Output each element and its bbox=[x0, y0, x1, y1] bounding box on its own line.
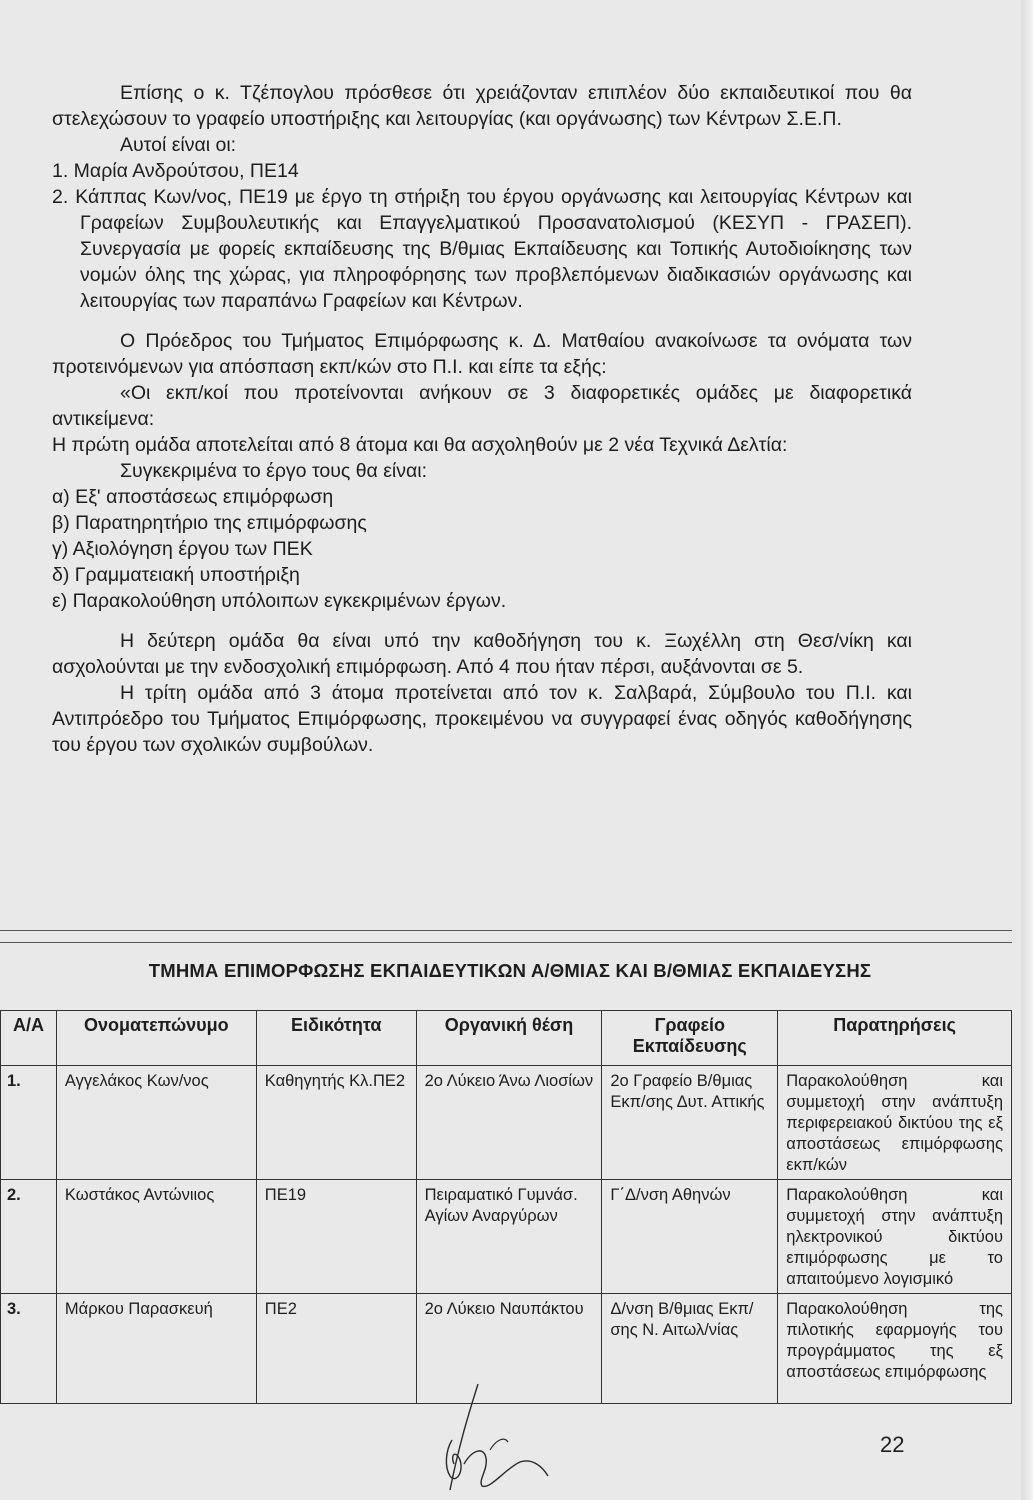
table-row bbox=[1, 1180, 1012, 1294]
cell-office: 2ο Γραφείο Β/θμιας Εκπ/σης Δυτ. Αττικής bbox=[602, 1066, 778, 1180]
cell-office: Δ/νση Β/θμιας Εκπ/σης Ν. Αιτωλ/νίας bbox=[602, 1294, 778, 1404]
cell-specialty: Καθηγητής Κλ.ΠΕ2 bbox=[256, 1066, 416, 1180]
list-item-staff-1: 1. Μαρία Ανδρούτσου, ΠΕ14 bbox=[52, 160, 299, 182]
paragraph-first-group: Η πρώτη ομάδα αποτελείται από 8 άτομα και θα ασχοληθούν με 2 νέα Τεχνικά Δελτία: bbox=[52, 434, 788, 456]
work-item-e: ε) Παρακολούθηση υπόλοιπων εγκεκριμένων έργων. bbox=[52, 590, 507, 612]
handwritten-signature bbox=[420, 1380, 570, 1498]
page-edge bbox=[1021, 0, 1033, 1500]
cell-notes: Παρακολούθηση και συμμετοχή στην ανάπτυξη ηλεκτρονικού δικτύου επιμόρφωσης με το απαιτούμενο λογισμικό bbox=[778, 1180, 1012, 1294]
cell-notes: Παρακολούθηση της πιλοτικής εφαρμογής του προγράμματος της εξ αποστάσεως επιμόρφωσης bbox=[778, 1294, 1012, 1404]
work-item-d: δ) Γραμματειακή υποστήριξη bbox=[52, 564, 300, 586]
horizontal-rule-lower bbox=[0, 942, 1012, 943]
cell-position: 2ο Λύκειο Ναυπάκτου bbox=[416, 1294, 602, 1404]
table-header-row bbox=[1, 1011, 1012, 1066]
header-aa: Α/Α bbox=[1, 1011, 57, 1066]
cell-aa: 1. bbox=[1, 1066, 57, 1180]
work-item-a: α) Εξ' αποστάσεως επιμόρφωση bbox=[52, 486, 334, 508]
paragraph-additional-staff: Επίσης ο κ. Τζέπογλου πρόσθεσε ότι χρειάζονταν επιπλέον δύο εκπαιδευτικοί που θα στελεχώσουν το γραφείο υποστήριξης και λειτουργίας (και οργάνωσης) των Κέντρων Σ.Ε.Π. bbox=[52, 82, 912, 130]
work-item-c: γ) Αξιολόγηση έργου των ΠΕΚ bbox=[52, 538, 313, 560]
horizontal-rule-upper bbox=[0, 930, 1012, 931]
list-item-staff-2: 2. Κάππας Κων/νος, ΠΕ19 με έργο τη στήριξη του έργου οργάνωσης και λειτουργίας Κέντρων και Γραφείων Συμβουλευτικής και Επαγγελματικού Προσανατολισμού (ΚΕΣΥΠ - ΓΡΑΣΕΠ). Συνεργασία με φορείς εκπαίδευσης της Β/θμιας Εκπαίδευσης και Τοπικής Αυτοδιοίκησης των νομών όλης της χώρας, για πληροφόρησης των προβλεπόμενων διαδικασιών οργάνωσης και λειτουργίας των παραπάνω Γραφείων και Κέντρων. bbox=[52, 186, 912, 312]
page-number: 22 bbox=[880, 1432, 905, 1457]
header-position: Οργανική θέση bbox=[416, 1011, 602, 1066]
cell-aa: 3. bbox=[1, 1294, 57, 1404]
document-body bbox=[52, 80, 912, 758]
paragraph-work-intro: Συγκεκριμένα το έργο τους θα είναι: bbox=[120, 460, 428, 482]
paragraph-third-group: Η τρίτη ομάδα από 3 άτομα προτείνεται από τον κ. Σαλβαρά, Σύμβουλο του Π.Ι. και Αντιπρόεδρο του Τμήματος Επιμόρφωσης, προκειμένου να συγγραφεί ένας οδηγός καθοδήγησης του έργου των σχολικών συμβούλων. bbox=[52, 682, 912, 756]
staff-table bbox=[0, 1010, 1012, 1404]
paragraph-groups: «Οι εκπ/κοί που προτείνονται ανήκουν σε 3 διαφορετικές ομάδες με διαφορετικά αντικείμενα: bbox=[52, 382, 912, 430]
paragraph-they-are: Αυτοί είναι οι: bbox=[120, 134, 237, 156]
paragraph-president-announcement: Ο Πρόεδρος του Τμήματος Επιμόρφωσης κ. Δ. Ματθαίου ανακοίνωσε τα ονόματα των προτεινόμενων για απόσπαση εκπ/κών στο Π.Ι. και είπε τα εξής: bbox=[52, 330, 912, 378]
cell-aa: 2. bbox=[1, 1180, 57, 1294]
cell-name: Αγγελάκος Κων/νος bbox=[56, 1066, 256, 1180]
header-notes: Παρατηρήσεις bbox=[778, 1011, 1012, 1066]
header-specialty: Ειδικότητα bbox=[256, 1011, 416, 1066]
cell-position: Πειραματικό Γυμνάσ. Αγίων Αναργύρων bbox=[416, 1180, 602, 1294]
cell-position: 2ο Λύκειο Άνω Λιοσίων bbox=[416, 1066, 602, 1180]
work-item-b: β) Παρατηρητήριο της επιμόρφωσης bbox=[52, 512, 367, 534]
cell-name: Κωστάκος Αντώνιιος bbox=[56, 1180, 256, 1294]
table-row bbox=[1, 1066, 1012, 1180]
paragraph-second-group: Η δεύτερη ομάδα θα είναι υπό την καθοδήγηση του κ. Ξωχέλλη στη Θεσ/νίκη και ασχολούνται με την ενδοσχολική επιμόρφωση. Από 4 που ήταν πέρσι, αυξάνονται σε 5. bbox=[52, 630, 912, 678]
table-title: ΤΜΗΜΑ ΕΠΙΜΟΡΦΩΣΗΣ ΕΚΠΑΙΔΕΥΤΙΚΩΝ Α/ΘΜΙΑΣ ΚΑΙ Β/ΘΜΙΑΣ ΕΚΠΑΙΔΕΥΣΗΣ bbox=[148, 960, 872, 981]
cell-specialty: ΠΕ2 bbox=[256, 1294, 416, 1404]
cell-notes: Παρακολούθηση και συμμετοχή στην ανάπτυξη περιφερειακού δικτύου της εξ αποστάσεως επιμόρφωσης εκπ/κών bbox=[778, 1066, 1012, 1180]
cell-specialty: ΠΕ19 bbox=[256, 1180, 416, 1294]
header-name: Ονοματεπώνυμο bbox=[56, 1011, 256, 1066]
header-office: Γραφείο Εκπαίδευσης bbox=[602, 1011, 778, 1066]
cell-name: Μάρκου Παρασκευή bbox=[56, 1294, 256, 1404]
cell-office: Γ΄Δ/νση Αθηνών bbox=[602, 1180, 778, 1294]
